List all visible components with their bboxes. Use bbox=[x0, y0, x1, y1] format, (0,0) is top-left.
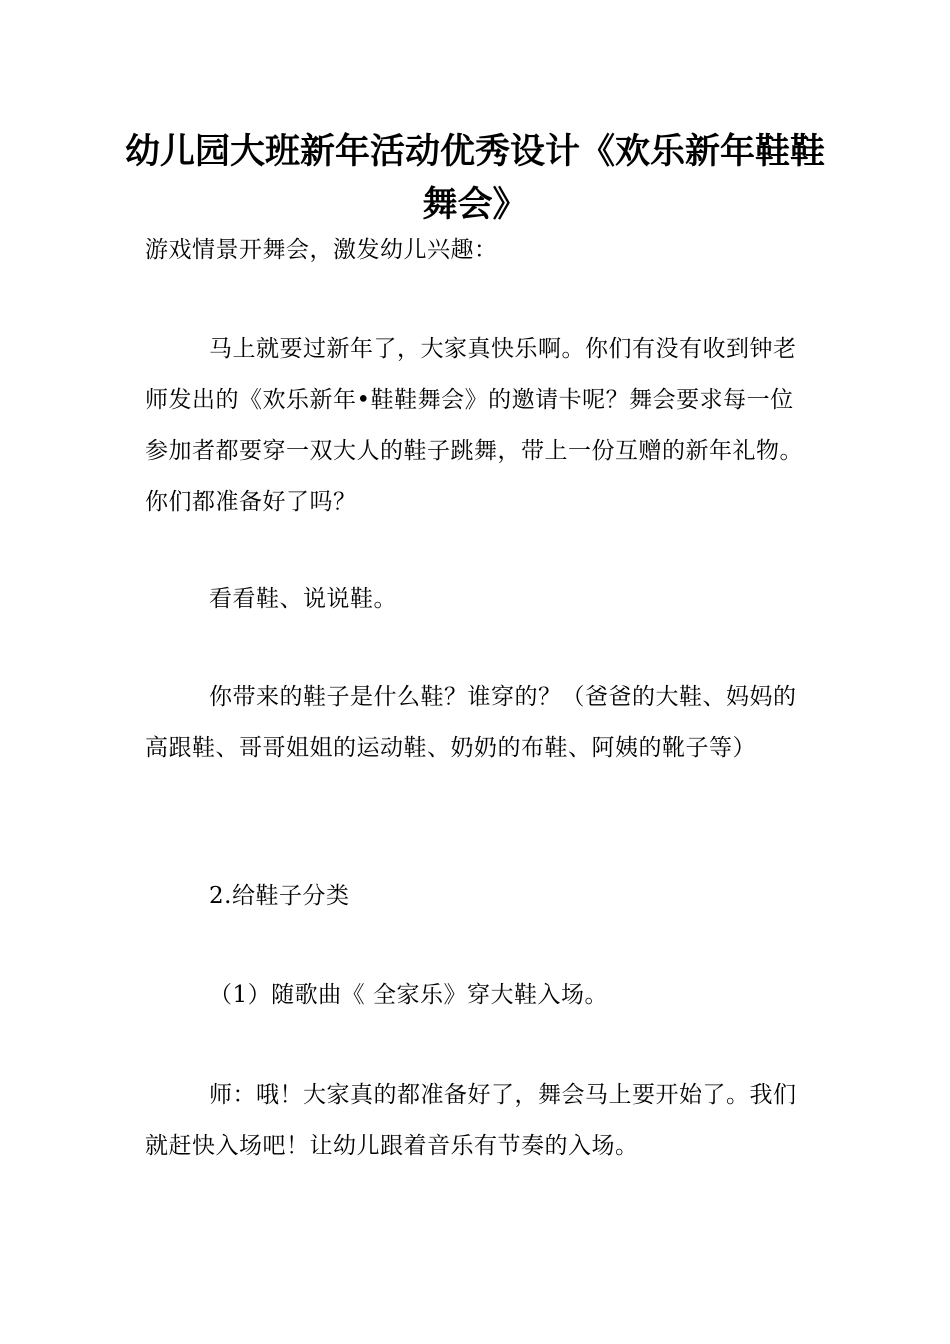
document-title: 幼儿园大班新年活动优秀设计《欢乐新年鞋鞋舞会》 bbox=[124, 132, 825, 225]
paragraph-song-entry: （1）随歌曲《 全家乐》穿大鞋入场。 bbox=[209, 982, 608, 1008]
paragraph-invitation: 马上就要过新年了，大家真快乐啊。你们有没有收到钟老师发出的《欢乐新年•鞋鞋舞会》的邀请卡呢？舞会要求每一位参加者都要穿一双大人的鞋子跳舞，带上一份互赠的新年礼物。你们都准备好了吗？ bbox=[145, 336, 803, 515]
paragraph-intro-heading: 游戏情景开舞会，激发幼儿兴趣： bbox=[145, 237, 498, 263]
paragraph-teacher-speech: 师：哦！大家真的都准备好了，舞会马上要开始了。我们就赶快入场吧！让幼儿跟着音乐有节奏的入场。 bbox=[145, 1082, 797, 1159]
paragraph-shoe-question: 你带来的鞋子是什么鞋？谁穿的？（爸爸的大鞋、妈妈的高跟鞋、哥哥姐姐的运动鞋、奶奶的布鞋、阿姨的靴子等） bbox=[145, 684, 797, 761]
paragraph-look-shoes: 看看鞋、说说鞋。 bbox=[209, 586, 397, 612]
paragraph-classify-heading: 2.给鞋子分类 bbox=[209, 883, 350, 909]
